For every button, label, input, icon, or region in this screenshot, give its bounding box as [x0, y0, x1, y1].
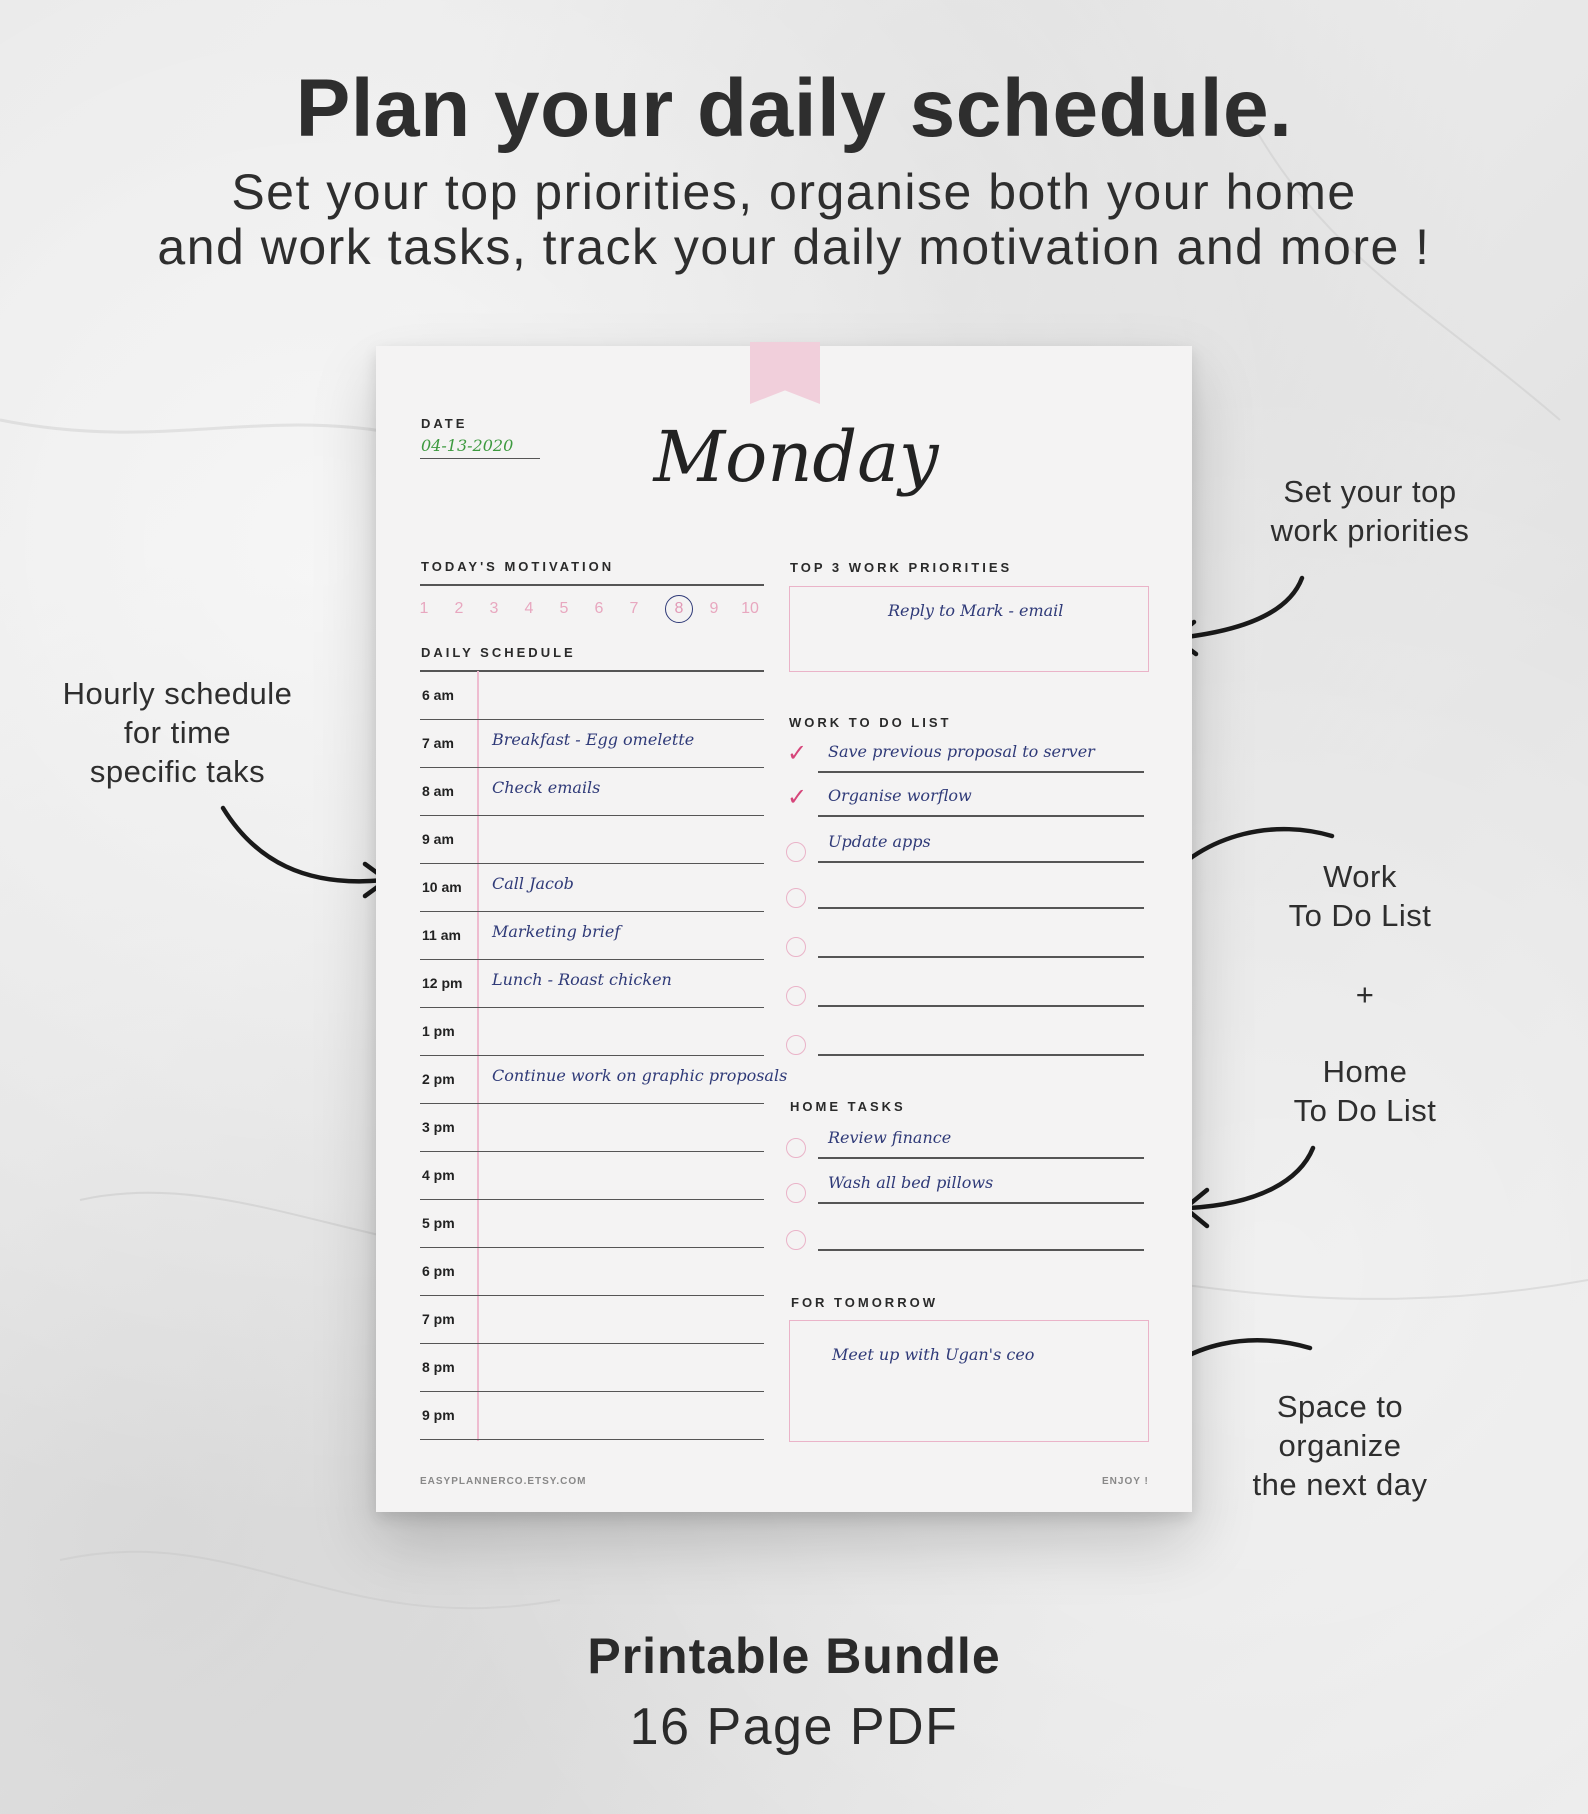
arrow-to-home-list-icon	[1175, 1140, 1325, 1230]
footer-shop-url: EASYPLANNERCO.ETSY.COM	[420, 1476, 587, 1487]
schedule-row[interactable]	[420, 1056, 788, 1104]
callout-next-line-1: Space to	[1276, 1389, 1404, 1424]
schedule-time: 5 pm	[422, 1215, 455, 1231]
todo-text[interactable]: Organise worflow	[828, 786, 972, 805]
home-tasks-label: HOME TASKS	[790, 1099, 906, 1114]
checkbox-circle-icon[interactable]	[786, 1230, 806, 1250]
motivation-scale[interactable]	[420, 596, 764, 626]
schedule-time: 1 pm	[422, 1023, 455, 1039]
schedule-row[interactable]	[420, 1104, 764, 1152]
schedule-time: 2 pm	[422, 1071, 455, 1087]
home-todo-item[interactable]	[786, 1159, 1146, 1205]
todo-text[interactable]: Update apps	[828, 832, 931, 851]
todo-text[interactable]: Wash all bed pillows	[828, 1173, 994, 1192]
callout-priorities	[1230, 472, 1510, 550]
checkbox-circle-icon[interactable]	[786, 1138, 806, 1158]
home-todo-item[interactable]	[786, 1114, 1146, 1160]
checkbox-circle-icon[interactable]	[786, 1035, 806, 1055]
motivation-divider	[420, 584, 764, 586]
callout-plus: +	[1355, 977, 1375, 1012]
schedule-time: 10 am	[422, 879, 462, 895]
bundle-subtitle: 16 Page PDF	[629, 1698, 959, 1756]
priorities-text[interactable]: Reply to Mark - email	[888, 601, 1064, 620]
todo-line	[818, 1054, 1144, 1056]
todo-line	[818, 815, 1144, 817]
headline: Plan your daily schedule.	[295, 63, 1293, 154]
todo-line	[818, 1249, 1144, 1251]
work-todo-item[interactable]	[786, 772, 1146, 818]
footer-enjoy: ENJOY !	[1102, 1476, 1149, 1487]
work-todo-item[interactable]	[786, 728, 1146, 774]
work-todo-item[interactable]	[786, 1011, 1146, 1057]
motivation-5[interactable]: 5	[559, 600, 569, 617]
callout-work-line-2: To Do List	[1288, 898, 1432, 933]
schedule-task[interactable]: Marketing brief	[492, 922, 621, 941]
schedule-time: 8 pm	[422, 1359, 455, 1375]
schedule-time: 9 pm	[422, 1407, 455, 1423]
callout-hourly-line-1: Hourly schedule	[62, 676, 293, 711]
priorities-box[interactable]	[789, 586, 1149, 672]
work-todo-item[interactable]	[786, 818, 1146, 864]
todo-text[interactable]: Save previous proposal to server	[828, 742, 1095, 761]
todo-text[interactable]: Review finance	[828, 1128, 952, 1147]
callout-hourly-line-3: specific taks	[89, 754, 266, 789]
callout-home-list	[1245, 1052, 1485, 1130]
schedule-row[interactable]	[420, 1200, 764, 1248]
callout-next-line-2: organize	[1278, 1428, 1402, 1463]
bookmark-ribbon	[750, 342, 820, 404]
schedule-time: 6 pm	[422, 1263, 455, 1279]
tomorrow-label: FOR TOMORROW	[791, 1295, 938, 1310]
callout-work-line-1: Work	[1323, 859, 1397, 894]
tomorrow-text[interactable]: Meet up with Ugan's ceo	[832, 1345, 1035, 1364]
work-todo-item[interactable]	[786, 913, 1146, 959]
schedule-time: 11 am	[422, 927, 461, 943]
checkmark-icon[interactable]: ✓	[787, 784, 808, 811]
todo-line	[818, 956, 1144, 958]
schedule-row[interactable]	[420, 864, 764, 912]
schedule-task[interactable]: Call Jacob	[492, 874, 574, 893]
date-underline	[420, 458, 540, 459]
checkbox-circle-icon[interactable]	[786, 842, 806, 862]
callout-hourly-line-2: for time	[123, 715, 232, 750]
planner-page	[376, 346, 1192, 1512]
checkmark-icon[interactable]: ✓	[787, 740, 808, 767]
day-title: Monday	[653, 416, 939, 498]
schedule-time: 4 pm	[422, 1167, 455, 1183]
schedule-task[interactable]: Breakfast - Egg omelette	[492, 730, 695, 749]
work-todo-item[interactable]	[786, 864, 1146, 910]
schedule-row[interactable]	[420, 768, 764, 816]
subline-1: Set your top priorities, organise both your home	[231, 164, 1357, 220]
work-todo-label: WORK TO DO LIST	[789, 715, 952, 730]
todo-line	[818, 1005, 1144, 1007]
callout-home-line-1: Home	[1322, 1054, 1408, 1089]
schedule-time: 3 pm	[422, 1119, 455, 1135]
checkbox-circle-icon[interactable]	[786, 888, 806, 908]
todo-line	[818, 861, 1144, 863]
motivation-3[interactable]: 3	[489, 600, 499, 617]
schedule-time: 7 am	[422, 735, 454, 751]
todo-line	[818, 1202, 1144, 1204]
schedule-task[interactable]: Continue work on graphic proposals	[492, 1066, 788, 1085]
schedule-row[interactable]	[420, 1248, 764, 1296]
schedule-task[interactable]: Lunch - Roast chicken	[492, 970, 672, 989]
priorities-label: TOP 3 WORK PRIORITIES	[790, 560, 1013, 575]
schedule-time: 9 am	[422, 831, 454, 847]
callout-hourly	[30, 674, 325, 791]
schedule-row[interactable]	[420, 1152, 764, 1200]
schedule-row[interactable]	[420, 960, 764, 1008]
schedule-row[interactable]	[420, 720, 764, 768]
motivation-4[interactable]: 4	[524, 600, 534, 617]
schedule-label: DAILY SCHEDULE	[421, 645, 576, 660]
todo-line	[818, 907, 1144, 909]
callout-home-line-2: To Do List	[1293, 1093, 1437, 1128]
callout-priorities-line-2: work priorities	[1270, 513, 1470, 548]
tomorrow-box[interactable]	[789, 1320, 1149, 1442]
motivation-8[interactable]: 8	[674, 600, 684, 617]
schedule-time: 8 am	[422, 783, 454, 799]
schedule-row[interactable]	[420, 1008, 764, 1056]
motivation-2[interactable]: 2	[454, 600, 464, 617]
subline-2: and work tasks, track your daily motivation and more !	[157, 219, 1431, 275]
callout-priorities-line-1: Set your top	[1283, 474, 1457, 509]
date-value[interactable]: 04-13-2020	[421, 436, 514, 455]
checkbox-circle-icon[interactable]	[786, 986, 806, 1006]
bundle-title: Printable Bundle	[587, 1628, 1001, 1684]
date-label: DATE	[421, 416, 468, 431]
schedule-row[interactable]	[420, 1344, 764, 1392]
work-todo-item[interactable]	[786, 962, 1146, 1008]
schedule-row[interactable]	[420, 1392, 764, 1440]
motivation-label: TODAY'S MOTIVATION	[421, 559, 615, 574]
schedule-time: 7 pm	[422, 1311, 455, 1327]
checkbox-circle-icon[interactable]	[786, 1183, 806, 1203]
callout-next-line-3: the next day	[1252, 1467, 1428, 1502]
schedule-time: 12 pm	[422, 975, 463, 991]
motivation-1[interactable]: 1	[419, 600, 429, 617]
schedule-row[interactable]	[420, 816, 764, 864]
checkbox-circle-icon[interactable]	[786, 937, 806, 957]
schedule-row[interactable]	[420, 912, 764, 960]
motivation-6[interactable]: 6	[594, 600, 604, 617]
arrow-to-schedule-icon	[215, 800, 395, 910]
schedule-row[interactable]	[420, 1296, 764, 1344]
schedule-time: 6 am	[422, 687, 454, 703]
motivation-9[interactable]: 9	[709, 600, 719, 617]
motivation-7[interactable]: 7	[629, 600, 639, 617]
schedule-row[interactable]	[420, 672, 764, 720]
home-todo-item[interactable]	[786, 1206, 1146, 1252]
motivation-10[interactable]: 10	[741, 600, 759, 617]
schedule-task[interactable]: Check emails	[492, 778, 601, 797]
